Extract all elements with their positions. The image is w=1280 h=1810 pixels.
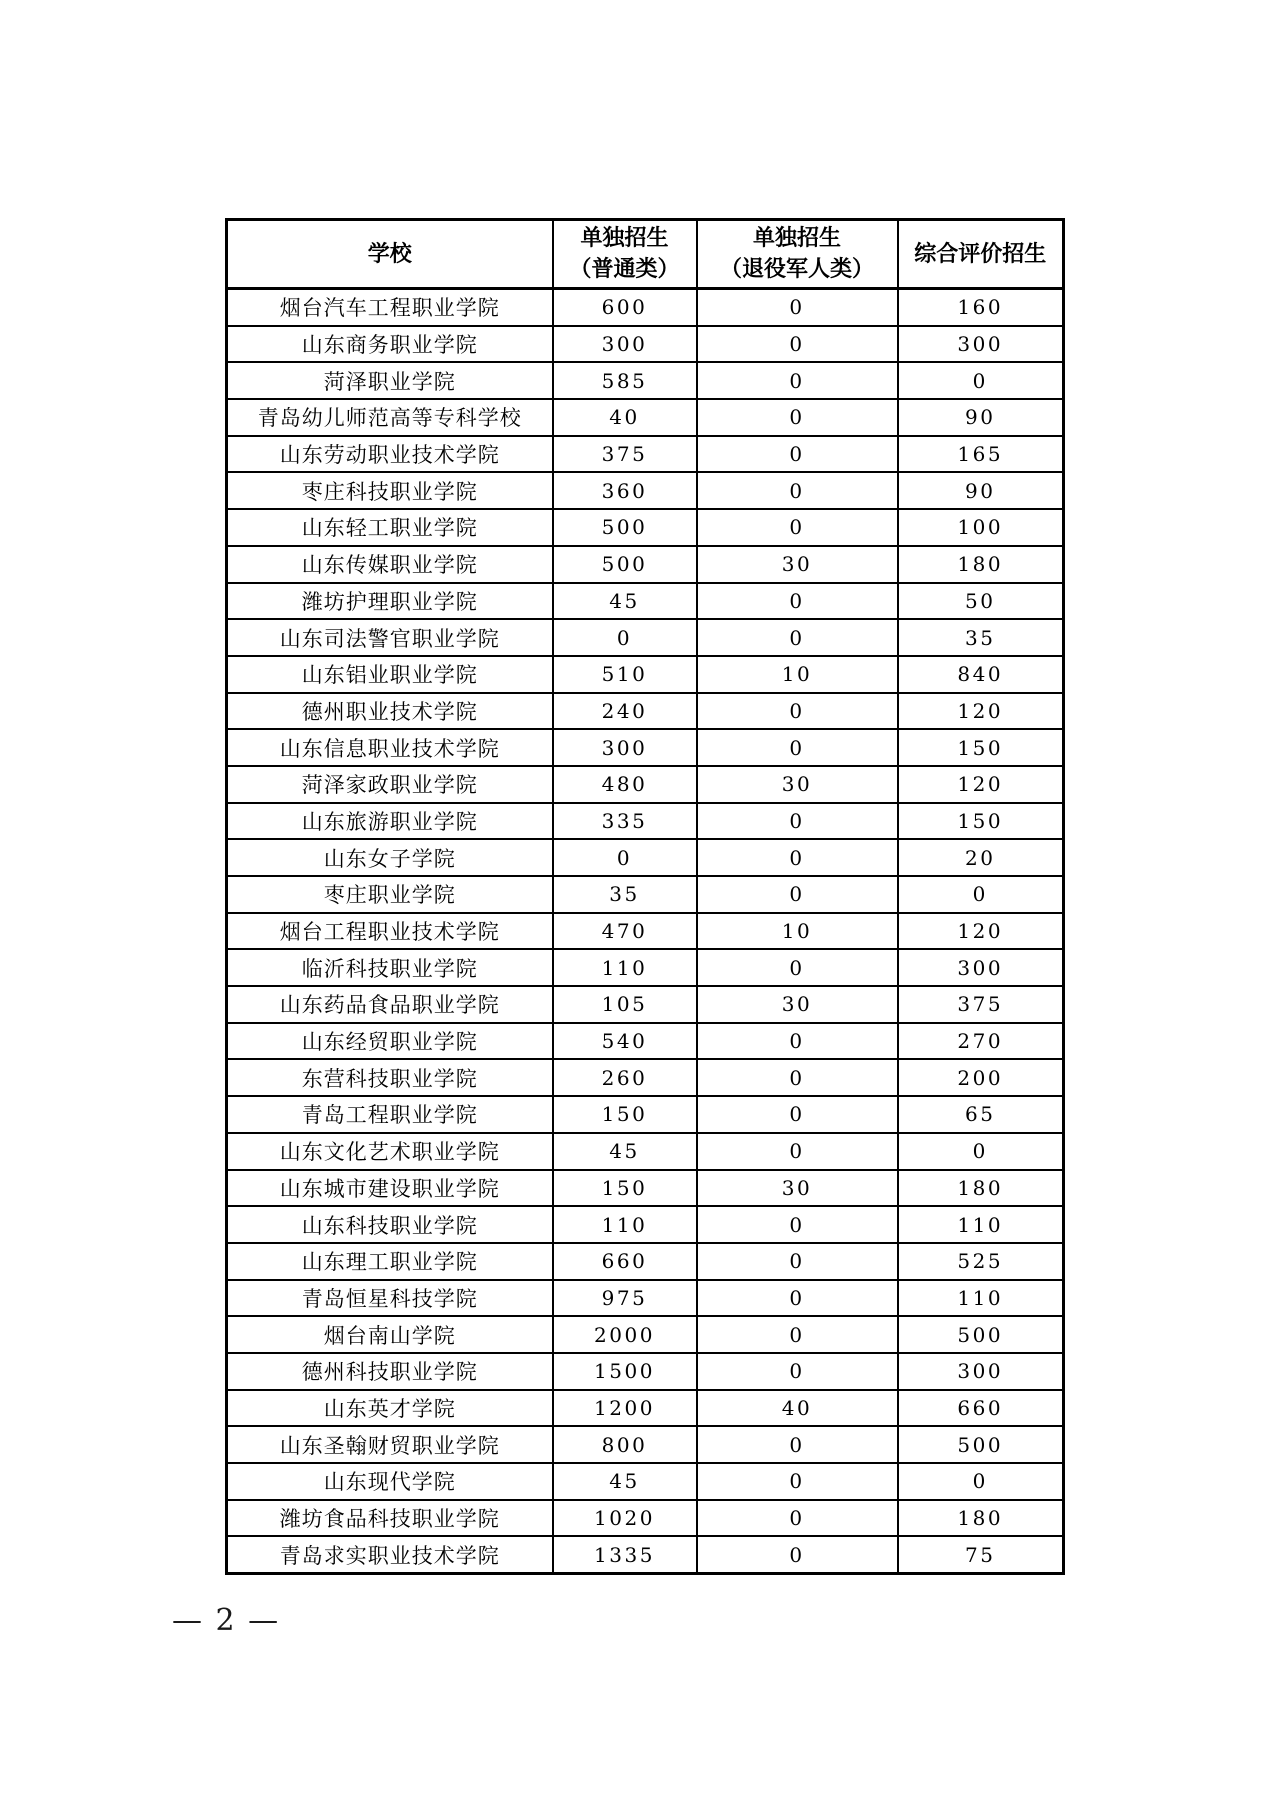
enrollment-value-cell: 100: [898, 509, 1064, 546]
school-name-cell: 德州职业技术学院: [227, 693, 553, 730]
enrollment-value-cell: 110: [898, 1280, 1064, 1317]
table-row: [227, 289, 1064, 326]
table-row: [227, 1023, 1064, 1060]
school-name-cell: 山东科技职业学院: [227, 1206, 553, 1243]
table-row: [227, 472, 1064, 509]
enrollment-value-cell: 50: [898, 583, 1064, 620]
enrollment-value-cell: 0: [697, 1426, 898, 1463]
header-row: [227, 220, 1064, 289]
enrollment-value-cell: 360: [553, 472, 697, 509]
school-name-cell: 烟台南山学院: [227, 1316, 553, 1353]
enrollment-value-cell: 45: [553, 1463, 697, 1500]
school-name-cell: 山东城市建设职业学院: [227, 1170, 553, 1207]
enrollment-value-cell: 120: [898, 913, 1064, 950]
enrollment-value-cell: 525: [898, 1243, 1064, 1280]
enrollment-value-cell: 40: [553, 399, 697, 436]
enrollment-value-cell: 0: [697, 472, 898, 509]
column-header-single-general: [553, 220, 697, 289]
enrollment-value-cell: 840: [898, 656, 1064, 693]
enrollment-value-cell: 0: [697, 289, 898, 326]
table-body: [227, 289, 1064, 1574]
enrollment-value-cell: 45: [553, 583, 697, 620]
enrollment-value-cell: 0: [697, 1206, 898, 1243]
enrollment-value-cell: 375: [553, 436, 697, 473]
enrollment-value-cell: 150: [898, 803, 1064, 840]
enrollment-value-cell: 160: [898, 289, 1064, 326]
table-row: [227, 766, 1064, 803]
table-row: [227, 546, 1064, 583]
enrollment-value-cell: 0: [697, 1536, 898, 1573]
table-row: [227, 399, 1064, 436]
enrollment-value-cell: 0: [697, 1133, 898, 1170]
school-name-cell: 潍坊护理职业学院: [227, 583, 553, 620]
school-name-cell: 德州科技职业学院: [227, 1353, 553, 1390]
table-row: [227, 1463, 1064, 1500]
table-header: [227, 220, 1064, 289]
enrollment-value-cell: 10: [697, 913, 898, 950]
school-name-cell: 山东文化艺术职业学院: [227, 1133, 553, 1170]
enrollment-value-cell: 20: [898, 839, 1064, 876]
enrollment-value-cell: 0: [697, 619, 898, 656]
enrollment-value-cell: 510: [553, 656, 697, 693]
enrollment-value-cell: 1200: [553, 1390, 697, 1427]
enrollment-value-cell: 110: [898, 1206, 1064, 1243]
enrollment-value-cell: 10: [697, 656, 898, 693]
enrollment-value-cell: 165: [898, 436, 1064, 473]
enrollment-value-cell: 30: [697, 1170, 898, 1207]
table-row: [227, 1059, 1064, 1096]
enrollment-value-cell: 0: [697, 1059, 898, 1096]
table-row: [227, 1536, 1064, 1573]
enrollment-value-cell: 585: [553, 362, 697, 399]
table-row: [227, 326, 1064, 363]
enrollment-value-cell: 800: [553, 1426, 697, 1463]
enrollment-value-cell: 65: [898, 1096, 1064, 1133]
table-row: [227, 803, 1064, 840]
table-row: [227, 362, 1064, 399]
table-row: [227, 949, 1064, 986]
enrollment-value-cell: 75: [898, 1536, 1064, 1573]
enrollment-value-cell: 0: [697, 949, 898, 986]
enrollment-value-cell: 0: [697, 399, 898, 436]
enrollment-value-cell: 0: [697, 1353, 898, 1390]
header-text-line2: （退役军人类）: [719, 256, 874, 281]
table-row: [227, 1353, 1064, 1390]
enrollment-value-cell: 0: [697, 803, 898, 840]
enrollment-value-cell: 0: [898, 1133, 1064, 1170]
enrollment-value-cell: 240: [553, 693, 697, 730]
table-row: [227, 656, 1064, 693]
enrollment-value-cell: 110: [553, 1206, 697, 1243]
enrollment-value-cell: 40: [697, 1390, 898, 1427]
enrollment-value-cell: 90: [898, 399, 1064, 436]
enrollment-value-cell: 1335: [553, 1536, 697, 1573]
school-name-cell: 临沂科技职业学院: [227, 949, 553, 986]
header-text-line1: 单独招生: [580, 225, 669, 251]
enrollment-value-cell: 1500: [553, 1353, 697, 1390]
table-row: [227, 876, 1064, 913]
header-text: 学校: [367, 240, 412, 266]
school-name-cell: 东营科技职业学院: [227, 1059, 553, 1096]
enrollment-value-cell: 180: [898, 546, 1064, 583]
table-row: [227, 1316, 1064, 1353]
enrollment-value-cell: 105: [553, 986, 697, 1023]
enrollment-value-cell: 0: [697, 1096, 898, 1133]
enrollment-value-cell: 0: [697, 583, 898, 620]
enrollment-value-cell: 0: [898, 362, 1064, 399]
enrollment-value-cell: 90: [898, 472, 1064, 509]
page-number: — 2 —: [172, 1603, 281, 1638]
table-row: [227, 1426, 1064, 1463]
enrollment-value-cell: 120: [898, 693, 1064, 730]
enrollment-value-cell: 660: [553, 1243, 697, 1280]
enrollment-value-cell: 540: [553, 1023, 697, 1060]
enrollment-value-cell: 0: [697, 1500, 898, 1537]
enrollment-value-cell: 0: [697, 1243, 898, 1280]
school-name-cell: 山东女子学院: [227, 839, 553, 876]
enrollment-value-cell: 260: [553, 1059, 697, 1096]
enrollment-value-cell: 0: [553, 839, 697, 876]
school-name-cell: 枣庄科技职业学院: [227, 472, 553, 509]
column-header-school: [227, 220, 553, 289]
enrollment-value-cell: 2000: [553, 1316, 697, 1353]
enrollment-value-cell: 0: [697, 362, 898, 399]
enrollment-value-cell: 0: [697, 436, 898, 473]
header-text-line2: （普通类）: [569, 256, 680, 281]
enrollment-value-cell: 45: [553, 1133, 697, 1170]
enrollment-value-cell: 0: [697, 693, 898, 730]
school-name-cell: 山东药品食品职业学院: [227, 986, 553, 1023]
school-name-cell: 山东现代学院: [227, 1463, 553, 1500]
enrollment-value-cell: 660: [898, 1390, 1064, 1427]
enrollment-value-cell: 500: [898, 1426, 1064, 1463]
table-row: [227, 1096, 1064, 1133]
table-row: [227, 839, 1064, 876]
enrollment-value-cell: 0: [697, 839, 898, 876]
table-row: [227, 583, 1064, 620]
enrollment-value-cell: 0: [697, 1023, 898, 1060]
table-row: [227, 436, 1064, 473]
enrollment-value-cell: 0: [697, 1316, 898, 1353]
enrollment-value-cell: 0: [697, 729, 898, 766]
table-row: [227, 729, 1064, 766]
enrollment-value-cell: 180: [898, 1500, 1064, 1537]
school-name-cell: 山东司法警官职业学院: [227, 619, 553, 656]
enrollment-value-cell: 110: [553, 949, 697, 986]
school-name-cell: 菏泽职业学院: [227, 362, 553, 399]
enrollment-value-cell: 0: [697, 509, 898, 546]
table-row: [227, 619, 1064, 656]
school-name-cell: 山东旅游职业学院: [227, 803, 553, 840]
enrollment-value-cell: 300: [898, 949, 1064, 986]
school-name-cell: 潍坊食品科技职业学院: [227, 1500, 553, 1537]
table-row: [227, 1280, 1064, 1317]
school-name-cell: 枣庄职业学院: [227, 876, 553, 913]
enrollment-value-cell: 30: [697, 546, 898, 583]
table-row: [227, 509, 1064, 546]
school-name-cell: 山东商务职业学院: [227, 326, 553, 363]
enrollment-value-cell: 35: [553, 876, 697, 913]
enrollment-value-cell: 120: [898, 766, 1064, 803]
enrollment-value-cell: 375: [898, 986, 1064, 1023]
enrollment-value-cell: 0: [898, 1463, 1064, 1500]
table-row: [227, 1243, 1064, 1280]
enrollment-value-cell: 300: [553, 729, 697, 766]
enrollment-value-cell: 0: [697, 1463, 898, 1500]
school-name-cell: 青岛求实职业技术学院: [227, 1536, 553, 1573]
school-name-cell: 山东圣翰财贸职业学院: [227, 1426, 553, 1463]
table-row: [227, 1390, 1064, 1427]
enrollment-value-cell: 600: [553, 289, 697, 326]
school-name-cell: 烟台汽车工程职业学院: [227, 289, 553, 326]
enrollment-plan-table: [225, 218, 1065, 1575]
table-row: [227, 1206, 1064, 1243]
enrollment-value-cell: 30: [697, 766, 898, 803]
enrollment-value-cell: 0: [697, 876, 898, 913]
school-name-cell: 山东劳动职业技术学院: [227, 436, 553, 473]
enrollment-value-cell: 300: [553, 326, 697, 363]
school-name-cell: 青岛幼儿师范高等专科学校: [227, 399, 553, 436]
table-row: [227, 693, 1064, 730]
school-name-cell: 山东英才学院: [227, 1390, 553, 1427]
enrollment-value-cell: 150: [898, 729, 1064, 766]
enrollment-value-cell: 335: [553, 803, 697, 840]
enrollment-value-cell: 0: [697, 326, 898, 363]
table-row: [227, 1133, 1064, 1170]
header-text: 综合评价招生: [914, 240, 1047, 266]
school-name-cell: 青岛工程职业学院: [227, 1096, 553, 1133]
enrollment-value-cell: 480: [553, 766, 697, 803]
enrollment-value-cell: 500: [553, 509, 697, 546]
enrollment-value-cell: 180: [898, 1170, 1064, 1207]
enrollment-value-cell: 150: [553, 1170, 697, 1207]
school-name-cell: 山东信息职业技术学院: [227, 729, 553, 766]
enrollment-value-cell: 470: [553, 913, 697, 950]
enrollment-value-cell: 500: [553, 546, 697, 583]
enrollment-value-cell: 300: [898, 1353, 1064, 1390]
enrollment-value-cell: 0: [697, 1280, 898, 1317]
enrollment-value-cell: 500: [898, 1316, 1064, 1353]
enrollment-value-cell: 0: [553, 619, 697, 656]
enrollment-value-cell: 30: [697, 986, 898, 1023]
enrollment-value-cell: 270: [898, 1023, 1064, 1060]
school-name-cell: 山东经贸职业学院: [227, 1023, 553, 1060]
enrollment-value-cell: 0: [898, 876, 1064, 913]
table-row: [227, 913, 1064, 950]
table-row: [227, 1500, 1064, 1537]
header-text-line1: 单独招生: [752, 225, 841, 251]
enrollment-table-container: [225, 218, 1062, 1575]
school-name-cell: 山东铝业职业学院: [227, 656, 553, 693]
school-name-cell: 烟台工程职业技术学院: [227, 913, 553, 950]
column-header-single-veteran: [697, 220, 898, 289]
school-name-cell: 山东理工职业学院: [227, 1243, 553, 1280]
enrollment-value-cell: 1020: [553, 1500, 697, 1537]
enrollment-value-cell: 300: [898, 326, 1064, 363]
column-header-comprehensive: [898, 220, 1064, 289]
school-name-cell: 山东传媒职业学院: [227, 546, 553, 583]
table-row: [227, 1170, 1064, 1207]
enrollment-value-cell: 35: [898, 619, 1064, 656]
enrollment-value-cell: 200: [898, 1059, 1064, 1096]
school-name-cell: 青岛恒星科技学院: [227, 1280, 553, 1317]
table-row: [227, 986, 1064, 1023]
enrollment-value-cell: 975: [553, 1280, 697, 1317]
school-name-cell: 菏泽家政职业学院: [227, 766, 553, 803]
enrollment-value-cell: 150: [553, 1096, 697, 1133]
school-name-cell: 山东轻工职业学院: [227, 509, 553, 546]
